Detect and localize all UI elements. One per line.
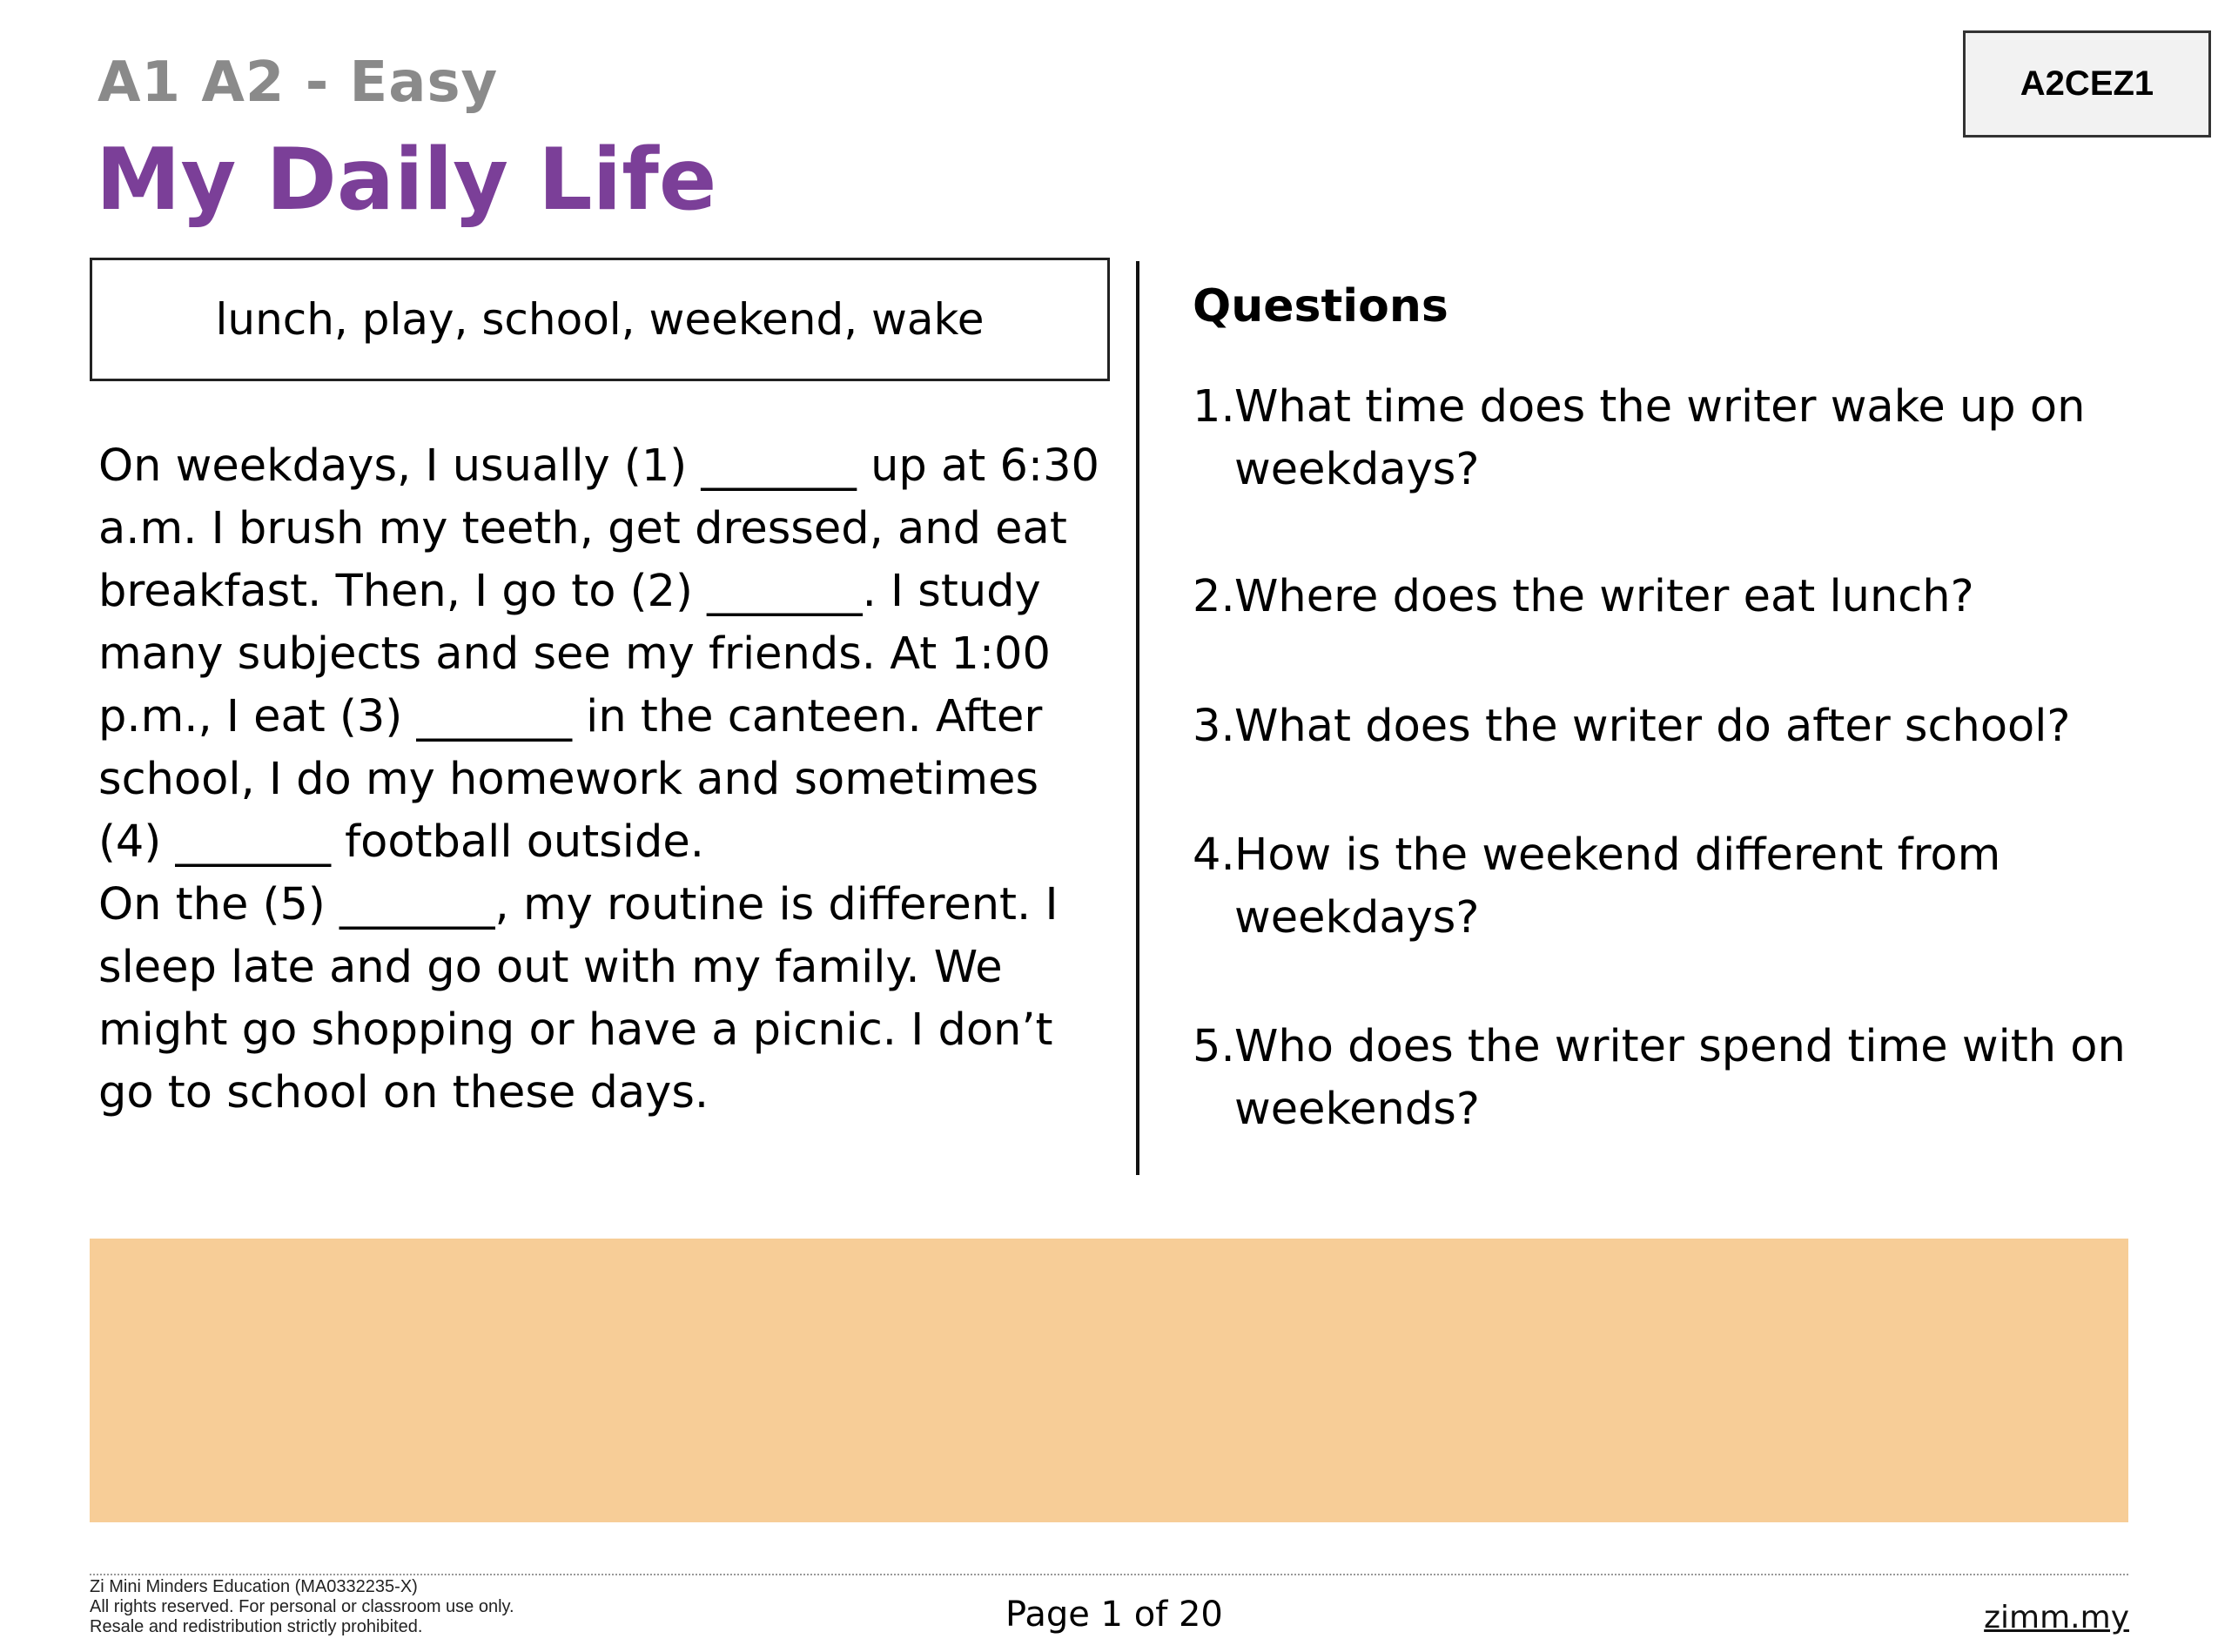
question-2 bbox=[1193, 566, 2168, 628]
passage-paragraph-2: On the (5) _______, my routine is different. I sleep late and go out with my family. We might go shopping or have a picnic. I don’t go to school on these days. bbox=[98, 879, 1059, 1118]
question-text: Who does the writer spend time with on weekends? bbox=[1234, 1021, 2126, 1135]
footer-legal bbox=[90, 1577, 514, 1637]
legal-line: Zi Mini Minders Education (MA0332235-X) bbox=[90, 1577, 418, 1596]
worksheet-title: My Daily Life bbox=[96, 131, 717, 230]
question-4 bbox=[1193, 824, 2168, 950]
reading-passage bbox=[98, 435, 1108, 1125]
legal-line: All rights reserved. For personal or classroom use only. bbox=[90, 1597, 514, 1616]
question-number: 4. bbox=[1193, 829, 1235, 881]
question-number: 3. bbox=[1193, 701, 1235, 752]
answer-area[interactable] bbox=[90, 1239, 2128, 1522]
question-text: Where does the writer eat lunch? bbox=[1234, 571, 1974, 622]
footer-divider bbox=[90, 1574, 2128, 1575]
question-3 bbox=[1193, 695, 2168, 758]
passage-paragraph-1: On weekdays, I usually (1) _______ up at 6:30 a.m. I brush my teeth, get dressed, and eat breakfast. Then, I go to (2) _______. I study many subjects and see my friends. At 1:00 p.m., I eat (3) _______ in the canteen. After school, I do my homework and sometimes (4) _______ football outside. bbox=[98, 440, 1099, 868]
column-divider bbox=[1136, 261, 1139, 1175]
questions-heading: Questions bbox=[1193, 280, 1448, 332]
question-text: What does the writer do after school? bbox=[1234, 701, 2071, 752]
worksheet-code-badge: A2CEZ1 bbox=[1963, 30, 2211, 138]
question-5 bbox=[1193, 1016, 2168, 1141]
question-number: 1. bbox=[1193, 381, 1235, 433]
question-number: 2. bbox=[1193, 571, 1235, 622]
question-number: 5. bbox=[1193, 1021, 1235, 1072]
word-bank: lunch, play, school, weekend, wake bbox=[90, 258, 1110, 381]
website-link[interactable]: zimm.my bbox=[1984, 1600, 2129, 1635]
question-1 bbox=[1193, 376, 2168, 501]
legal-line: Resale and redistribution strictly prohibited. bbox=[90, 1617, 423, 1636]
page-number: Page 1 of 20 bbox=[1005, 1595, 1223, 1635]
question-text: What time does the writer wake up on weekdays? bbox=[1234, 381, 2086, 495]
level-label: A1 A2 - Easy bbox=[97, 50, 499, 115]
question-text: How is the weekend different from weekdays? bbox=[1234, 829, 2001, 944]
